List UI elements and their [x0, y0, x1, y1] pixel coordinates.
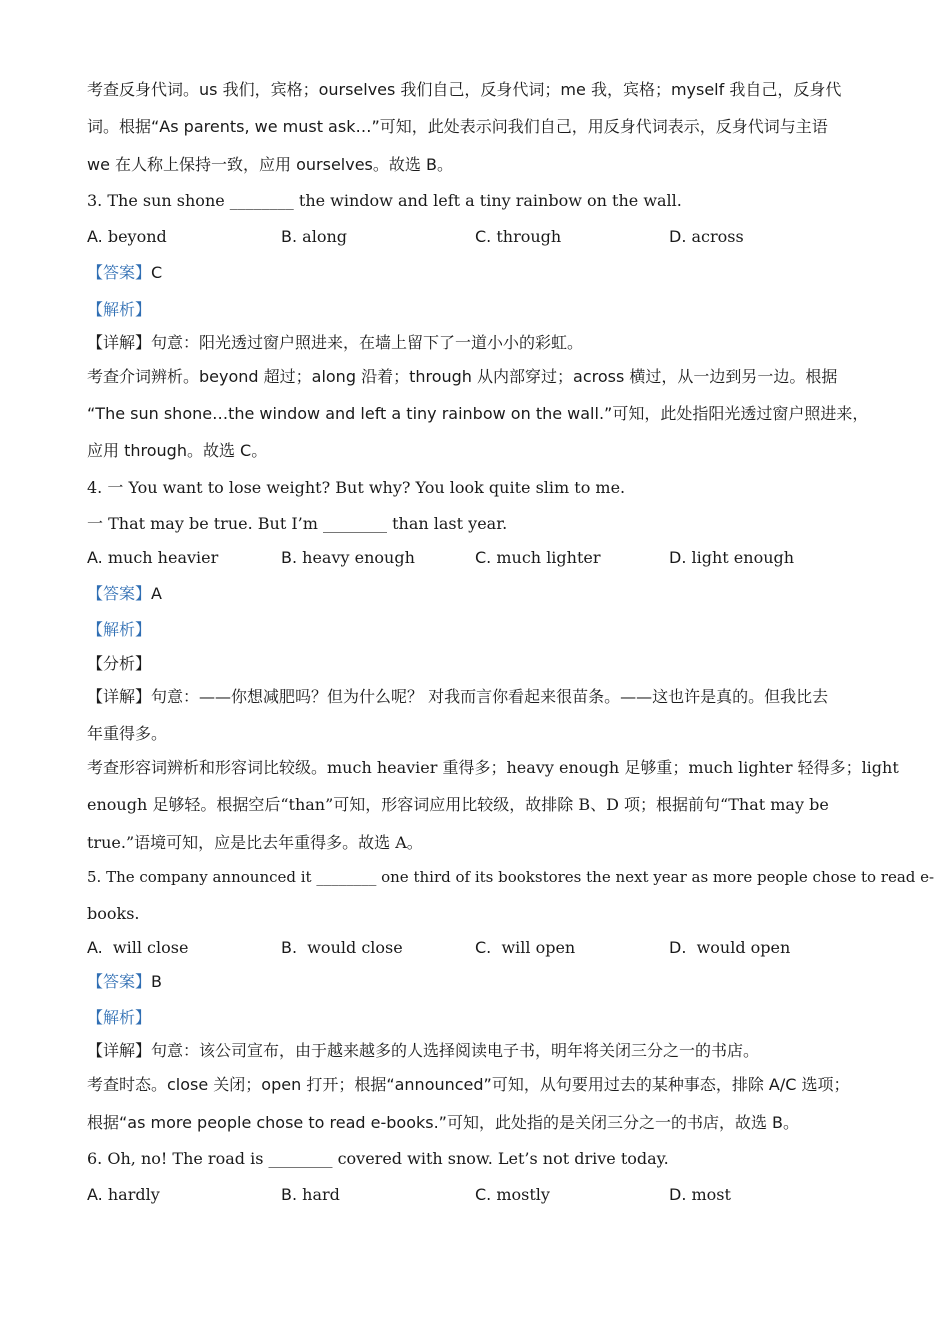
q3-answer-value: C — [151, 263, 163, 282]
q5-option-d — [669, 938, 790, 958]
q4-stem-line-2: 一 That may be true. But I’m ________ than last year. — [87, 514, 508, 533]
q4-option-a — [87, 548, 218, 568]
q5-option-a-letter: A. — [87, 938, 103, 957]
q3-option-d-text: across — [691, 227, 744, 246]
q4-option-b-letter: B. — [281, 548, 298, 567]
q6-stem: 6. Oh, no! The road is ________ covered with snow. Let’s not drive today. — [87, 1149, 669, 1168]
q3-analysis-tag: 【解析】 — [87, 300, 152, 319]
q3-answer-tag: 【答案】 — [87, 263, 152, 282]
q4-explanation-line-1: 考查形容词辨析和形容词比较级。much heavier 重得多；heavy enough 足够重；much lighter 轻得多；light — [87, 758, 899, 777]
q5-option-d-text: would open — [696, 938, 791, 957]
q5-stem-line-2: books. — [87, 904, 140, 923]
q4-option-d-text: light enough — [691, 548, 795, 567]
q6-option-b — [281, 1185, 340, 1205]
q5-analysis-tag: 【解析】 — [87, 1008, 152, 1027]
q4-option-b — [281, 548, 415, 568]
q4-explanation-line-3: true.”语境可知，应是比去年重得多。故选 A。 — [87, 833, 423, 852]
q3-option-c — [475, 227, 561, 247]
q5-option-d-letter: D. — [669, 938, 687, 957]
q3-option-d — [669, 227, 744, 247]
q5-option-b-letter: B. — [281, 938, 298, 957]
q6-option-d — [669, 1185, 731, 1205]
q5-option-a — [87, 938, 188, 958]
q3-option-b-text: along — [302, 227, 347, 246]
q4-option-a-letter: A. — [87, 548, 103, 567]
q6-option-a — [87, 1185, 160, 1205]
q5-option-c-letter: C. — [475, 938, 492, 957]
q6-option-a-letter: A. — [87, 1185, 103, 1204]
q4-answer — [87, 584, 162, 604]
q3-explanation-line-3: 应用 through。故选 C。 — [87, 441, 268, 460]
q6-option-d-letter: D. — [669, 1185, 687, 1204]
q3-stem: 3. The sun shone ________ the window and left a tiny rainbow on the wall. — [87, 191, 682, 210]
q5-option-a-text: will close — [112, 938, 189, 957]
q3-option-a — [87, 227, 167, 247]
q3-option-b — [281, 227, 347, 247]
q5-option-c — [475, 938, 575, 958]
q6-option-c-text: mostly — [496, 1185, 550, 1204]
q5-option-b-text: would close — [307, 938, 403, 957]
q5-detail: 【详解】句意：该公司宣布，由于越来越多的人选择阅读电子书，明年将关闭三分之一的书店。 — [87, 1041, 760, 1060]
q5-option-b — [281, 938, 403, 958]
q4-option-c-letter: C. — [475, 548, 492, 567]
q3-option-c-letter: C. — [475, 227, 492, 246]
q4-option-c — [475, 548, 601, 568]
q5-answer-tag: 【答案】 — [87, 972, 152, 991]
q3-option-a-text: beyond — [107, 227, 167, 246]
q3-explanation-line-1: 考查介词辨析。beyond 超过；along 沿着；through 从内部穿过；across 横过，从一边到另一边。根据 — [87, 367, 838, 386]
q5-answer-value: B — [151, 972, 162, 991]
q6-option-c-letter: C. — [475, 1185, 492, 1204]
q4-answer-value: A — [151, 584, 162, 603]
q6-option-b-letter: B. — [281, 1185, 298, 1204]
q3-detail: 【详解】句意：阳光透过窗户照进来，在墙上留下了一道小小的彩虹。 — [87, 333, 584, 352]
q4-fenxi-tag: 【分析】 — [87, 654, 152, 673]
q4-detail-line-1: 【详解】句意：——你想减肥吗？但为什么呢？ 对我而言你看起来很苗条。——这也许是真的。但我比去 — [87, 687, 829, 706]
q3-option-a-letter: A. — [87, 227, 103, 246]
q6-option-d-text: most — [691, 1185, 731, 1204]
q6-option-a-text: hardly — [107, 1185, 160, 1204]
q3-option-d-letter: D. — [669, 227, 687, 246]
q2-explanation-line-2: 词。根据“As parents, we must ask…”可知，此处表示问我们自己，用反身代词表示，反身代词与主语 — [87, 117, 828, 136]
q4-option-d-letter: D. — [669, 548, 687, 567]
q4-option-c-text: much lighter — [496, 548, 601, 567]
q5-explanation-line-2: 根据“as more people chose to read e-books.”可知，此处指的是关闭三分之一的书店，故选 B。 — [87, 1113, 800, 1132]
q4-analysis-tag: 【解析】 — [87, 620, 152, 639]
q3-explanation-line-2: “The sun shone…the window and left a tiny rainbow on the wall.”可知，此处指阳光透过窗户照进来， — [87, 404, 869, 423]
q4-stem-line-1: 4. 一 You want to lose weight? But why? You look quite slim to me. — [87, 478, 626, 497]
q5-explanation-line-1: 考查时态。close 关闭；open 打开；根据“announced”可知，从句要用过去的某种事态，排除 A/C 选项； — [87, 1075, 850, 1094]
q2-explanation-line-3: we 在人称上保持一致，应用 ourselves。故选 B。 — [87, 155, 453, 174]
q6-option-b-text: hard — [302, 1185, 340, 1204]
q5-option-c-text: will open — [501, 938, 576, 957]
q6-option-c — [475, 1185, 550, 1205]
q3-answer — [87, 263, 162, 283]
q4-explanation-line-2: enough 足够轻。根据空后“than”可知，形容词应用比较级，故排除 B、D 项；根据前句“That may be — [87, 795, 829, 814]
q4-option-d — [669, 548, 794, 568]
q3-option-c-text: through — [496, 227, 562, 246]
q4-option-a-text: much heavier — [107, 548, 219, 567]
q3-option-b-letter: B. — [281, 227, 298, 246]
q4-answer-tag: 【答案】 — [87, 584, 152, 603]
q4-detail-line-2: 年重得多。 — [87, 724, 168, 743]
q2-explanation-line-1: 考查反身代词。us 我们，宾格；ourselves 我们自己，反身代词；me 我，宾格；myself 我自己，反身代 — [87, 80, 842, 99]
q5-answer — [87, 972, 162, 992]
q4-option-b-text: heavy enough — [302, 548, 415, 567]
q5-stem-line-1: 5. The company announced it ________ one third of its bookstores the next year as more people chose to read e- — [87, 868, 935, 886]
